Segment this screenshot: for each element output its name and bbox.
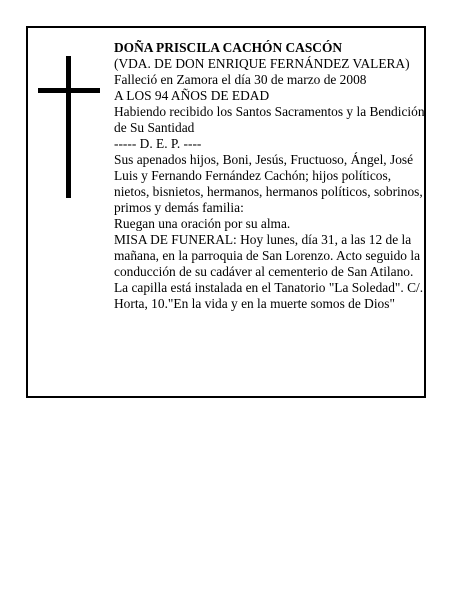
cross-vertical-bar: [66, 56, 71, 198]
deceased-name: DOÑA PRISCILA CACHÓN CASCÓN: [114, 40, 343, 55]
family-paragraph: Sus apenados hijos, Boni, Jesús, Fructuoso, Ángel, José Luis y Fernando Fernández Cachón; hijos políticos, nietos, bisnietos, hermanos, hermanos políticos, sobrinos, primos y demás familia:: [114, 152, 423, 215]
age-line: A LOS 94 AÑOS DE EDAD: [114, 88, 270, 103]
obituary-notice: [26, 26, 426, 398]
widow-of-line: (VDA. DE DON ENRIQUE FERNÁNDEZ VALERA): [114, 56, 410, 71]
funeral-mass-paragraph: MISA DE FUNERAL: Hoy lunes, día 31, a las 12 de la mañana, en la parroquia de San Lorenzo. Acto seguido la conducción de su cadáver al cementerio de San Atilano.: [114, 232, 421, 279]
cross-icon: [38, 56, 100, 198]
notice-text: [114, 40, 426, 312]
rip-line: ----- D. E. P. ----: [114, 136, 202, 151]
cross-horizontal-bar: [38, 88, 100, 93]
death-place-date: Falleció en Zamora el día 30 de marzo de 2008: [114, 72, 367, 87]
prayer-line: Ruegan una oración por su alma.: [114, 216, 291, 231]
sacraments-line: Habiendo recibido los Santos Sacramentos y la Bendición de Su Santidad: [114, 104, 425, 135]
chapel-paragraph: La capilla está instalada en el Tanatorio "La Soledad". C/. Horta, 10."En la vida y en la muerte somos de Dios": [114, 280, 424, 311]
